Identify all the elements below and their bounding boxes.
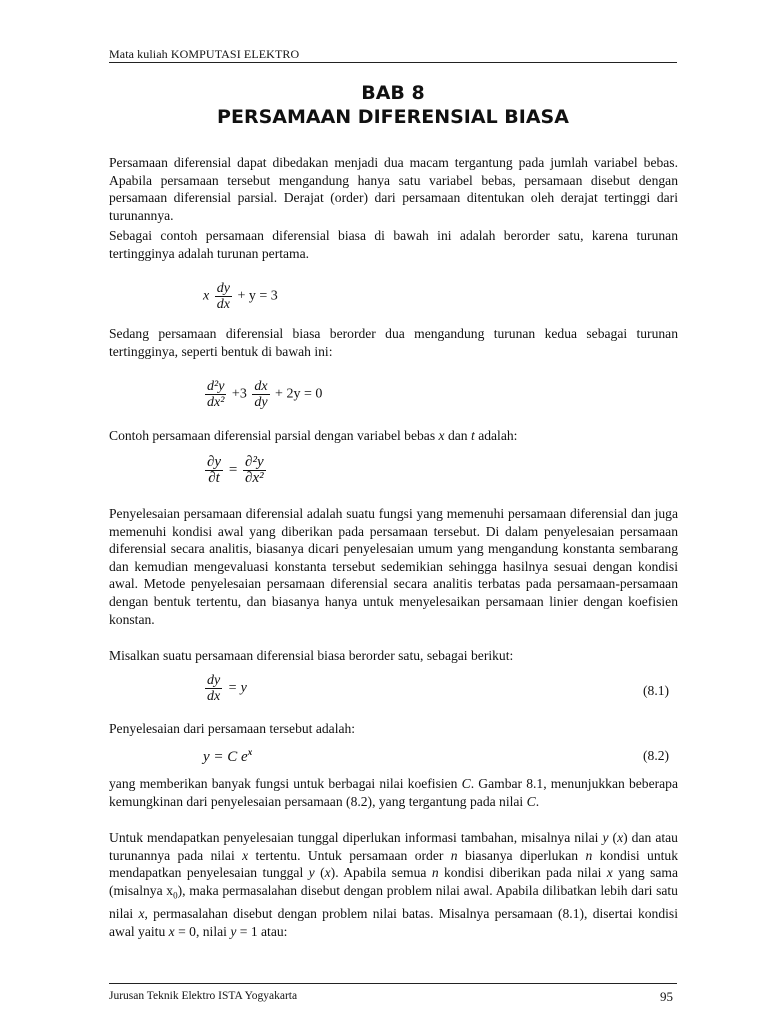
p9-x1: x	[617, 830, 624, 845]
eq2-numerator-2: dx	[254, 379, 268, 394]
p8-a: yang memberikan banyak fungsi untuk berbagai nilai koefisien	[109, 776, 462, 791]
p9-n2: n	[585, 847, 593, 863]
p9-y1: y	[602, 830, 609, 845]
paragraph-solution: Penyelesaian dari persamaan tersebut adalah:	[109, 721, 356, 736]
eq3-denominator-1: ∂t	[208, 470, 220, 486]
eq1-numerator: dy	[216, 281, 230, 296]
paragraph-unique-solution	[109, 829, 678, 940]
p4-t: t	[471, 428, 475, 443]
eq3-numerator-2: ∂²y	[245, 454, 264, 470]
equation-number-8-1: (8.1)	[643, 683, 670, 698]
header-rule	[109, 62, 677, 63]
paragraph-second-order: Sedang persamaan diferensial biasa berorder dua mengandung turunan kedua sebagai turunan tertingginya, seperti bentuk di bawah ini:	[109, 326, 678, 359]
p9-g: (	[314, 865, 325, 881]
eq4-rest: = y	[227, 680, 247, 696]
p9-e: biasanya diperlukan	[457, 847, 586, 863]
p9-sub0: 0	[173, 890, 178, 901]
equation-8-1	[203, 673, 247, 704]
running-footer: Jurusan Teknik Elektro ISTA Yogyakarta	[109, 990, 298, 1002]
equation-number-8-2: (8.2)	[643, 748, 670, 763]
running-header: Mata kuliah KOMPUTASI ELEKTRO	[109, 47, 300, 61]
p4-post: adalah:	[474, 428, 518, 443]
eq5-exponent: x	[247, 747, 253, 757]
p8-C1: C	[461, 776, 471, 791]
eq2-denominator-2: dy	[254, 395, 268, 410]
p9-n1: n	[450, 847, 458, 863]
equation-partial	[203, 455, 268, 486]
p9-x2: x	[242, 847, 249, 863]
p4-mid: dan	[444, 428, 472, 443]
p9-i: kondisi diberikan pada nilai	[438, 865, 607, 881]
p9-m: = 0, nilai	[174, 923, 231, 939]
equation-8-2	[203, 747, 252, 766]
equation-first-order	[203, 281, 278, 312]
eq3-numerator-1: ∂y	[207, 454, 222, 470]
equation-second-order	[203, 379, 322, 410]
eq1-fraction	[215, 281, 232, 312]
paragraph-partial-example	[109, 427, 678, 445]
paragraph-intro: Persamaan diferensial dapat dibedakan menjadi dua macam tergantung pada jumlah variabel bebas. Apabila persamaan tersebut mengandung hanya satu variabel bebas, persamaan disebut dengan persamaan diferensial parsial. Derajat (order) dari persamaan ditentukan oleh derajat tertinggi dari turunannya.	[109, 155, 678, 223]
eq2-rest: + 2y = 0	[275, 386, 323, 402]
footer-rule	[109, 983, 677, 984]
eq3-equals: =	[228, 461, 238, 478]
p9-x4: x	[606, 865, 613, 881]
eq2-mid: +3	[231, 386, 247, 402]
paragraph-coefficient	[109, 775, 678, 810]
p9-h: ). Apabila semua	[330, 865, 432, 881]
p9-x6: x	[168, 923, 175, 939]
p4-pre: Contoh persamaan diferensial parsial dengan variabel bebas	[109, 428, 439, 443]
eq4-denominator: dx	[207, 689, 221, 704]
eq5-lhs: y = C e	[203, 749, 248, 765]
p9-d: tertentu. Untuk persamaan order	[248, 847, 451, 863]
p9-l: , permasalahan disebut dengan problem nilai batas. Misalnya persamaan (8.1), disertai kondisi awal yaitu	[109, 906, 678, 939]
chapter-number: BAB 8	[361, 82, 425, 104]
eq4-numerator: dy	[207, 673, 221, 688]
p8-c: .	[535, 793, 540, 809]
p9-b: (	[608, 830, 618, 845]
p9-a: Untuk mendapatkan penyelesaian tunggal diperlukan informasi tambahan, misalnya nilai	[109, 830, 603, 845]
paragraph-solution-method: Penyelesaian persamaan diferensial adalah suatu fungsi yang memenuhi persamaan diferensial dan juga memenuhi kondisi awal yang diberikan pada persamaan tersebut. Di dalam penyelesaian persamaan diferensial secara analitis, biasanya dicari penyelesaian umum yang mengandung konstanta sembarang dan kemudian mengevaluasi konstanta tersebut sedemikian sehingga hasilnya sesuai dengan kondisi awal. Metode penyelesaian persamaan diferensial secara analitis terbatas pada persamaan-persamaan dengan bentuk tertentu, dan biasanya hanya untuk menyelesaikan persamaan linier dengan koefisien konstan.	[109, 506, 678, 627]
eq4-fraction	[205, 673, 222, 704]
eq2-fraction-2	[252, 379, 269, 410]
eq1-denominator: dx	[216, 297, 230, 312]
paragraph-example-first-order: Sebagai contoh persamaan diferensial biasa di bawah ini adalah berorder satu, karena turunan tertingginya adalah turunan pertama.	[109, 228, 678, 261]
p4-x: x	[438, 428, 445, 443]
p9-x5: x	[138, 906, 145, 922]
p9-n: = 1 atau:	[236, 923, 288, 939]
p9-f: kondisi untuk mendapatkan penyelesaian tunggal	[109, 847, 678, 881]
p9-k: ), maka permasalahan disebut dengan problem nilai awal. Apabila dilibatkan lebih dari satu nilai	[109, 882, 678, 922]
eq3-fraction-1	[205, 455, 223, 486]
eq3-denominator-2: ∂x²	[245, 470, 264, 486]
eq2-numerator-1: d²y	[207, 379, 225, 394]
p9-c: ) dan atau turunannya pada nilai	[109, 830, 678, 863]
eq1-rest: + y = 3	[237, 288, 278, 304]
p9-n3: n	[431, 865, 439, 881]
paragraph-suppose: Misalkan suatu persamaan diferensial biasa berorder satu, sebagai berikut:	[109, 648, 514, 663]
eq2-fraction-1	[205, 379, 226, 410]
p9-x3: x	[324, 865, 331, 881]
page-number: 95	[660, 989, 673, 1004]
p8-b: . Gambar 8.1, menunjukkan beberapa kemungkinan dari penyelesaian persamaan (8.2), yang tergantung pada nilai	[109, 776, 678, 809]
p9-y2: y	[308, 865, 315, 881]
chapter-title: PERSAMAAN DIFERENSIAL BIASA	[217, 106, 569, 128]
p9-y3: y	[230, 923, 237, 939]
p8-C2: C	[526, 793, 536, 809]
eq1-x: x	[203, 288, 210, 304]
eq3-fraction-2	[243, 455, 266, 486]
p9-j: yang sama (misalnya x	[109, 865, 678, 898]
eq2-denominator-1: dx²	[207, 395, 225, 410]
